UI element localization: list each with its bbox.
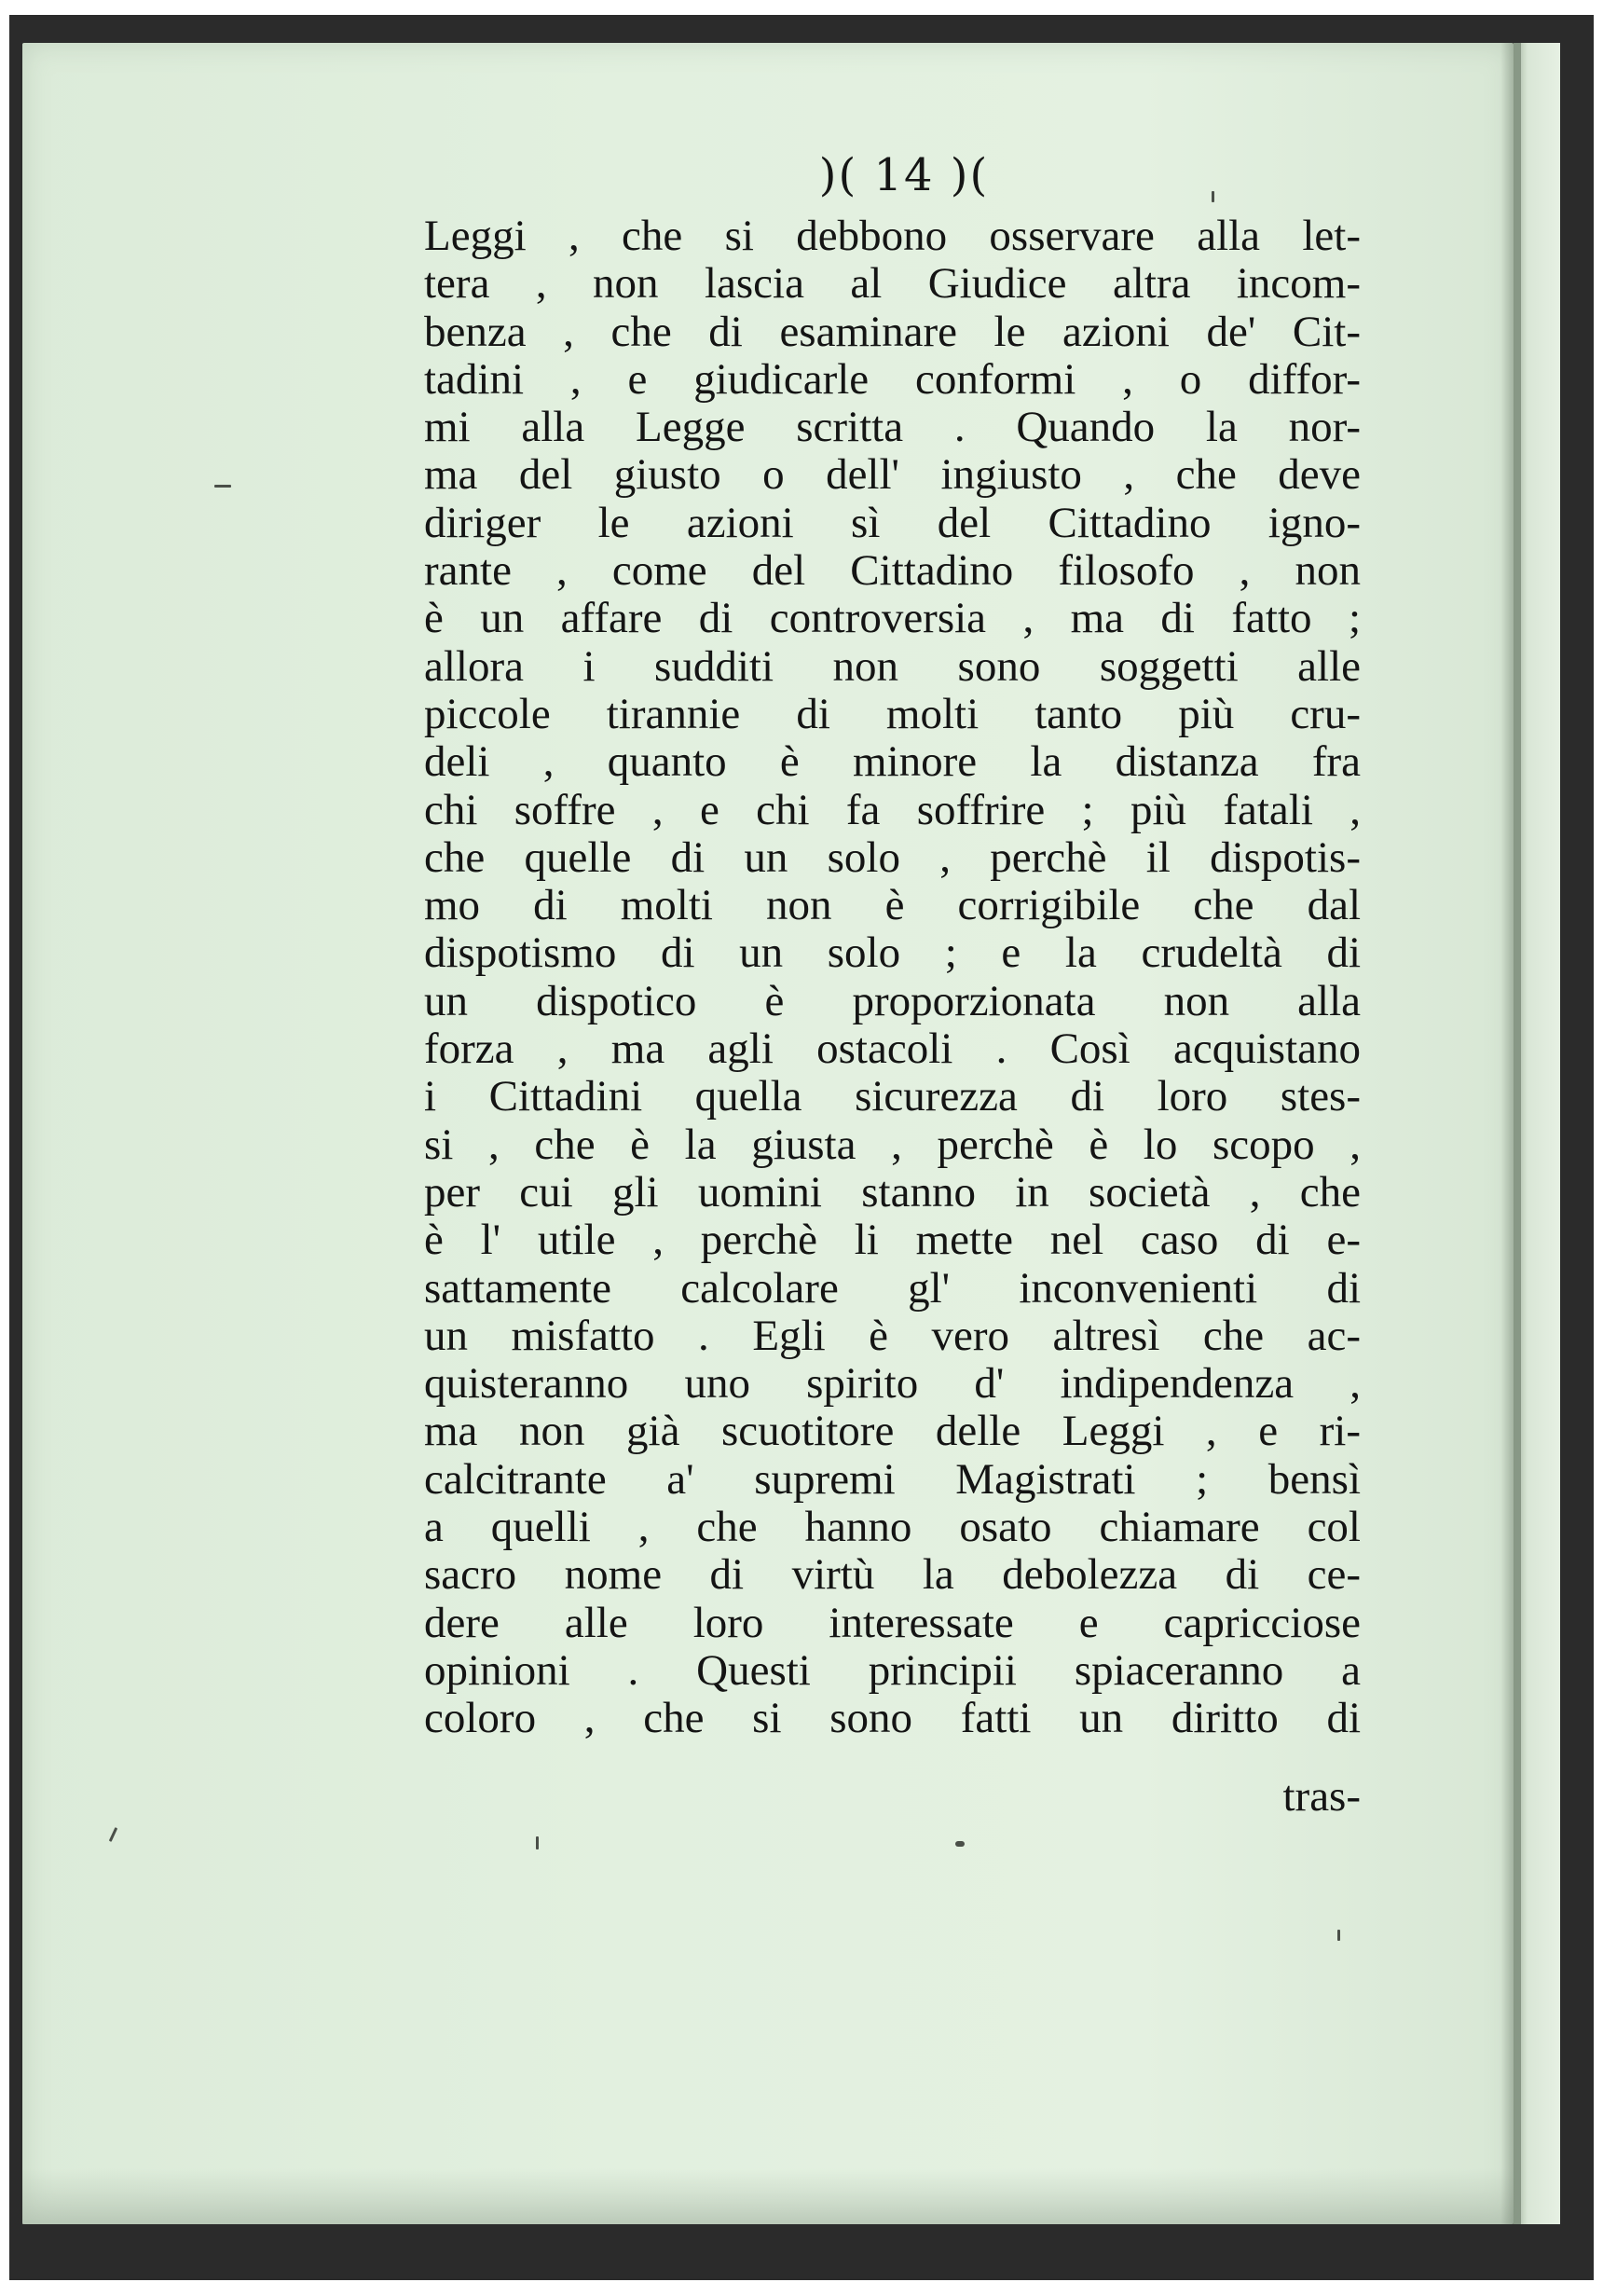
text-line: opinioni . Questi principii spiaceranno a [424, 1645, 1361, 1695]
paper-speck [1212, 191, 1214, 202]
text-line: mo di molti non è corrigibile che dal [424, 881, 1361, 930]
text-line: sacro nome di virtù la debolezza di ce- [424, 1550, 1361, 1600]
text-line: ma non già scuotitore delle Leggi , e ri- [424, 1407, 1361, 1456]
text-line: tadini , e giudicarle conformi , o diffor- [424, 354, 1361, 404]
text-line: rante , come del Cittadino filosofo , non [424, 546, 1361, 596]
text-line: ma del giusto o dell' ingiusto , che deve [424, 450, 1361, 500]
text-line: un misfatto . Egli è vero altresì che ac- [424, 1311, 1361, 1360]
text-line: sattamente calcolare gl' inconvenienti di [424, 1263, 1361, 1313]
paper-speck [536, 1836, 539, 1849]
gutter-shadow [1500, 43, 1521, 2224]
text-line: benza , che di esaminare le azioni de' Cit- [424, 307, 1361, 356]
text-line: a quelli , che hanno osato chiamare col [424, 1503, 1361, 1552]
catchword: tras- [1282, 1772, 1361, 1821]
text-line: calcitrante a' supremi Magistrati ; bensì [424, 1454, 1361, 1504]
text-line: diriger le azioni sì del Cittadino igno- [424, 498, 1361, 547]
text-line: piccole tirannie di molti tanto più cru- [424, 689, 1361, 738]
paper-speck [955, 1841, 965, 1847]
paper-speck [214, 485, 231, 488]
text-line: è un affare di controversia , ma di fatto ; [424, 594, 1361, 643]
text-line: mi alla Legge scritta . Quando la nor- [424, 403, 1361, 452]
text-line: chi soffre , e chi fa soffrire ; più fatali , [424, 785, 1361, 834]
text-line: dere alle loro interessate e capricciose [424, 1598, 1361, 1647]
text-line: forza , ma agli ostacoli . Così acquistano [424, 1024, 1361, 1074]
text-line: tera , non lascia al Giudice altra incom- [424, 259, 1361, 309]
text-line: Leggi , che si debbono osservare alla let- [424, 212, 1361, 260]
text-line: per cui gli uomini stanno in società , che [424, 1167, 1361, 1217]
paper-speck [1337, 1930, 1340, 1941]
text-line: è l' utile , perchè li mette nel caso di e- [424, 1216, 1361, 1265]
text-line: un dispotico è proporzionata non alla [424, 976, 1361, 1025]
text-line: i Cittadini quella sicurezza di loro stes- [424, 1072, 1361, 1121]
text-line: deli , quanto è minore la distanza fra [424, 737, 1361, 787]
text-line: che quelle di un solo , perchè il dispotis- [424, 832, 1361, 882]
page-number-header: )( 14 )( [818, 149, 990, 201]
text-line: quisteranno uno spirito d' indipendenza , [424, 1359, 1361, 1409]
text-line: allora i sudditi non sono soggetti alle [424, 641, 1361, 691]
text-line: dispotismo di un solo ; e la crudeltà di [424, 928, 1361, 978]
text-line: si , che è la giusta , perchè è lo scopo , [424, 1120, 1361, 1169]
text-line: coloro , che si sono fatti un diritto di [424, 1694, 1361, 1743]
body-text [424, 213, 1361, 1743]
